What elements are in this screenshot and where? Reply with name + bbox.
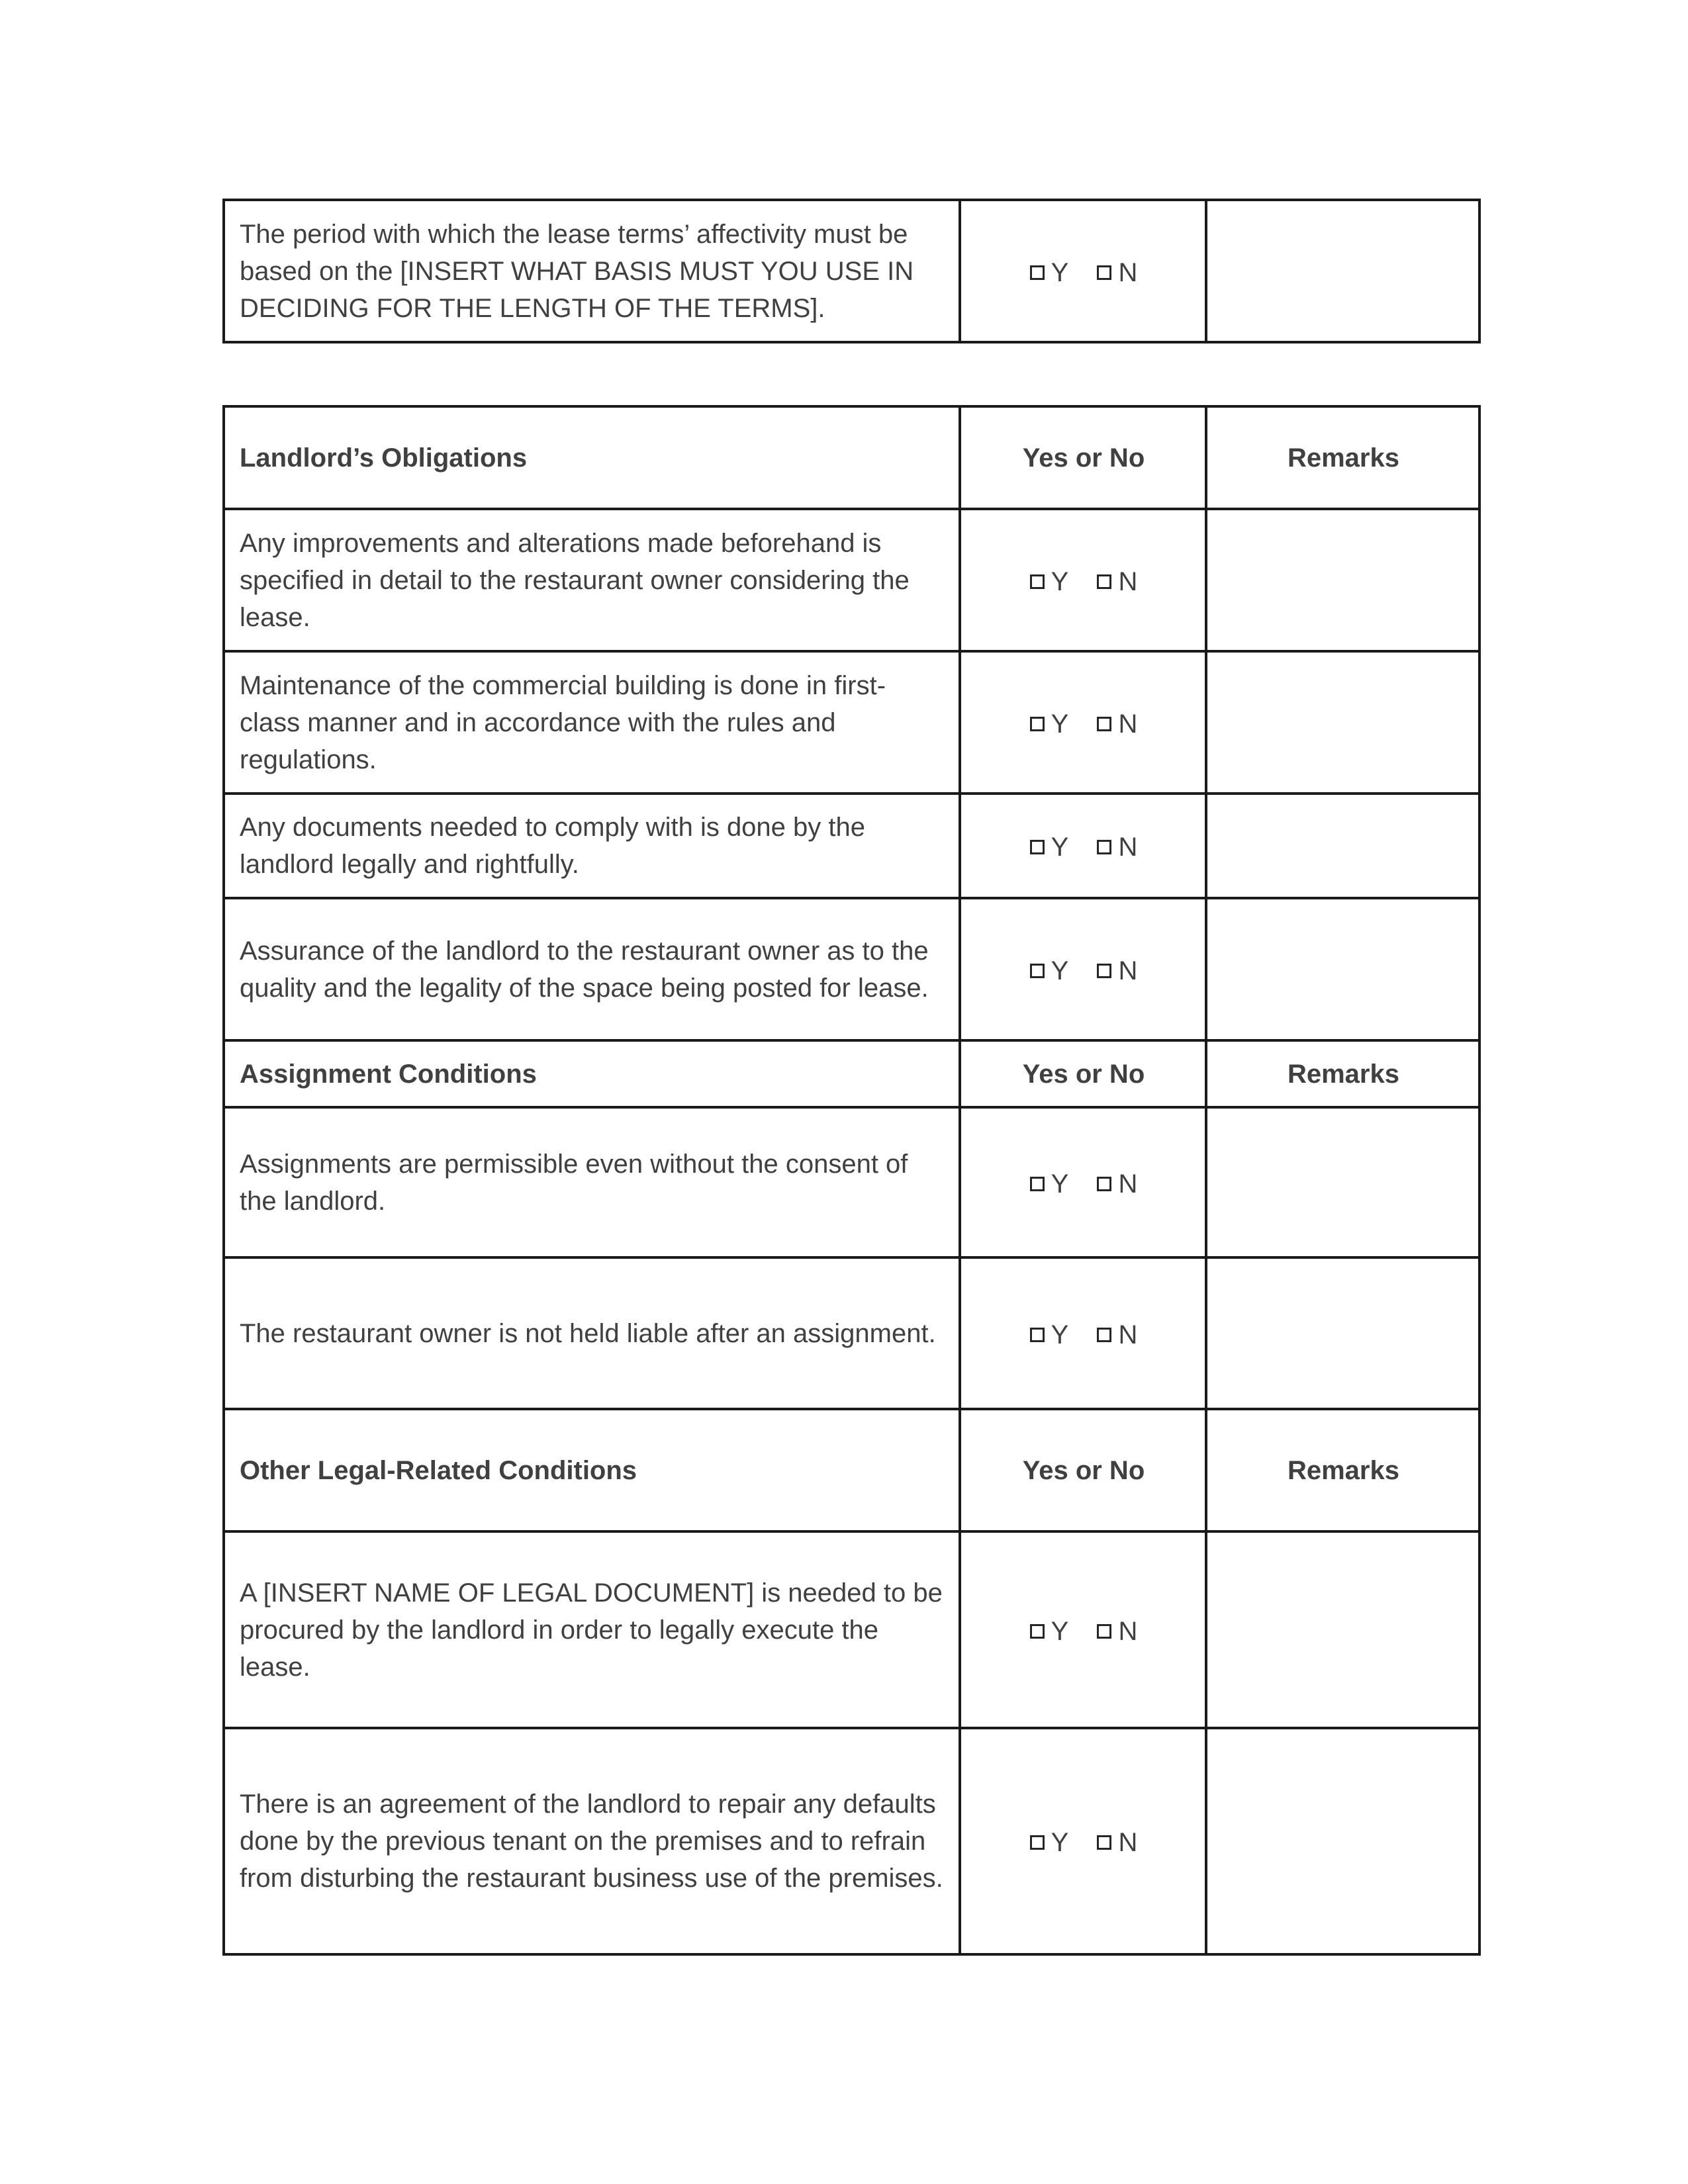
item-text: Assurance of the landlord to the restaurant owner as to the quality and the legality of the space being posted for lease. xyxy=(224,898,960,1040)
yes-no-cell xyxy=(960,651,1206,794)
table-row xyxy=(224,509,1479,651)
remarks-cell[interactable] xyxy=(1206,794,1479,898)
remarks-cell[interactable] xyxy=(1206,1531,1479,1728)
yes-option[interactable]: Y xyxy=(1030,1618,1069,1645)
item-text: Any improvements and alterations made beforehand is specified in detail to the restaurant owner considering the lease. xyxy=(224,509,960,651)
section-header-row xyxy=(224,1409,1479,1531)
yes-no-cell xyxy=(960,898,1206,1040)
checkbox-icon[interactable] xyxy=(1030,1624,1045,1639)
yes-option[interactable]: Y xyxy=(1030,834,1069,860)
table-row xyxy=(224,1257,1479,1409)
yes-option[interactable]: Y xyxy=(1030,711,1069,737)
checkbox-icon[interactable] xyxy=(1097,964,1111,978)
no-option[interactable]: N xyxy=(1097,1171,1137,1197)
checkbox-icon[interactable] xyxy=(1030,1835,1045,1850)
lease-term-table xyxy=(222,199,1481,343)
checkbox-icon[interactable] xyxy=(1097,1835,1111,1850)
column-header-remarks: Remarks xyxy=(1206,406,1479,509)
table-row xyxy=(224,898,1479,1040)
no-option[interactable]: N xyxy=(1097,834,1137,860)
remarks-cell[interactable] xyxy=(1206,509,1479,651)
checkbox-icon[interactable] xyxy=(1030,1328,1045,1342)
checkbox-icon[interactable] xyxy=(1097,840,1111,854)
column-header-remarks: Remarks xyxy=(1206,1409,1479,1531)
remarks-cell[interactable] xyxy=(1206,1728,1479,1954)
no-option[interactable]: N xyxy=(1097,259,1137,286)
column-header-yes-no: Yes or No xyxy=(960,406,1206,509)
checkbox-icon[interactable] xyxy=(1030,574,1045,589)
item-text: Assignments are permissible even without the consent of the landlord. xyxy=(224,1107,960,1257)
no-option[interactable]: N xyxy=(1097,711,1137,737)
yes-no-cell xyxy=(960,794,1206,898)
table-row xyxy=(224,1107,1479,1257)
item-text: There is an agreement of the landlord to repair any defaults done by the previous tenant on the premises and to refrain from disturbing the restaurant business use of the premises. xyxy=(224,1728,960,1954)
section-title: Landlord’s Obligations xyxy=(224,406,960,509)
yes-option[interactable]: Y xyxy=(1030,1171,1069,1197)
table-row xyxy=(224,200,1479,342)
checkbox-icon[interactable] xyxy=(1030,1177,1045,1191)
item-text: A [INSERT NAME OF LEGAL DOCUMENT] is needed to be procured by the landlord in order to legally execute the lease. xyxy=(224,1531,960,1728)
section-title: Assignment Conditions xyxy=(224,1040,960,1107)
item-text: The period with which the lease terms’ affectivity must be based on the [INSERT WHAT BASIS MUST YOU USE IN DECIDING FOR THE LENGTH OF THE TERMS]. xyxy=(224,200,960,342)
checkbox-icon[interactable] xyxy=(1097,574,1111,589)
remarks-cell[interactable] xyxy=(1206,651,1479,794)
section-header-row xyxy=(224,1040,1479,1107)
remarks-cell[interactable] xyxy=(1206,200,1479,342)
checkbox-icon[interactable] xyxy=(1097,717,1111,731)
item-text: The restaurant owner is not held liable after an assignment. xyxy=(224,1257,960,1409)
table-row xyxy=(224,1728,1479,1954)
yes-no-cell xyxy=(960,1531,1206,1728)
no-option[interactable]: N xyxy=(1097,569,1137,595)
no-option[interactable]: N xyxy=(1097,1618,1137,1645)
remarks-cell[interactable] xyxy=(1206,1107,1479,1257)
yes-no-cell xyxy=(960,1257,1206,1409)
checkbox-icon[interactable] xyxy=(1097,1328,1111,1342)
yes-option[interactable]: Y xyxy=(1030,958,1069,984)
checkbox-icon[interactable] xyxy=(1030,265,1045,280)
column-header-remarks: Remarks xyxy=(1206,1040,1479,1107)
yes-option[interactable]: Y xyxy=(1030,259,1069,286)
checkbox-icon[interactable] xyxy=(1097,1624,1111,1639)
checkbox-icon[interactable] xyxy=(1097,265,1111,280)
yes-no-cell xyxy=(960,509,1206,651)
column-header-yes-no: Yes or No xyxy=(960,1040,1206,1107)
checkbox-icon[interactable] xyxy=(1030,840,1045,854)
no-option[interactable]: N xyxy=(1097,958,1137,984)
checkbox-icon[interactable] xyxy=(1030,964,1045,978)
item-text: Maintenance of the commercial building is done in first-class manner and in accordance with the rules and regulations. xyxy=(224,651,960,794)
section-title: Other Legal-Related Conditions xyxy=(224,1409,960,1531)
yes-option[interactable]: Y xyxy=(1030,1829,1069,1856)
yes-no-cell xyxy=(960,200,1206,342)
remarks-cell[interactable] xyxy=(1206,1257,1479,1409)
remarks-cell[interactable] xyxy=(1206,898,1479,1040)
column-header-yes-no: Yes or No xyxy=(960,1409,1206,1531)
checkbox-icon[interactable] xyxy=(1030,717,1045,731)
yes-option[interactable]: Y xyxy=(1030,1322,1069,1348)
table-row xyxy=(224,651,1479,794)
yes-no-cell xyxy=(960,1728,1206,1954)
yes-no-cell xyxy=(960,1107,1206,1257)
table-row xyxy=(224,1531,1479,1728)
table-row xyxy=(224,794,1479,898)
checkbox-icon[interactable] xyxy=(1097,1177,1111,1191)
lease-checklist-table xyxy=(222,405,1481,1956)
item-text: Any documents needed to comply with is done by the landlord legally and rightfully. xyxy=(224,794,960,898)
section-header-row xyxy=(224,406,1479,509)
no-option[interactable]: N xyxy=(1097,1829,1137,1856)
no-option[interactable]: N xyxy=(1097,1322,1137,1348)
yes-option[interactable]: Y xyxy=(1030,569,1069,595)
